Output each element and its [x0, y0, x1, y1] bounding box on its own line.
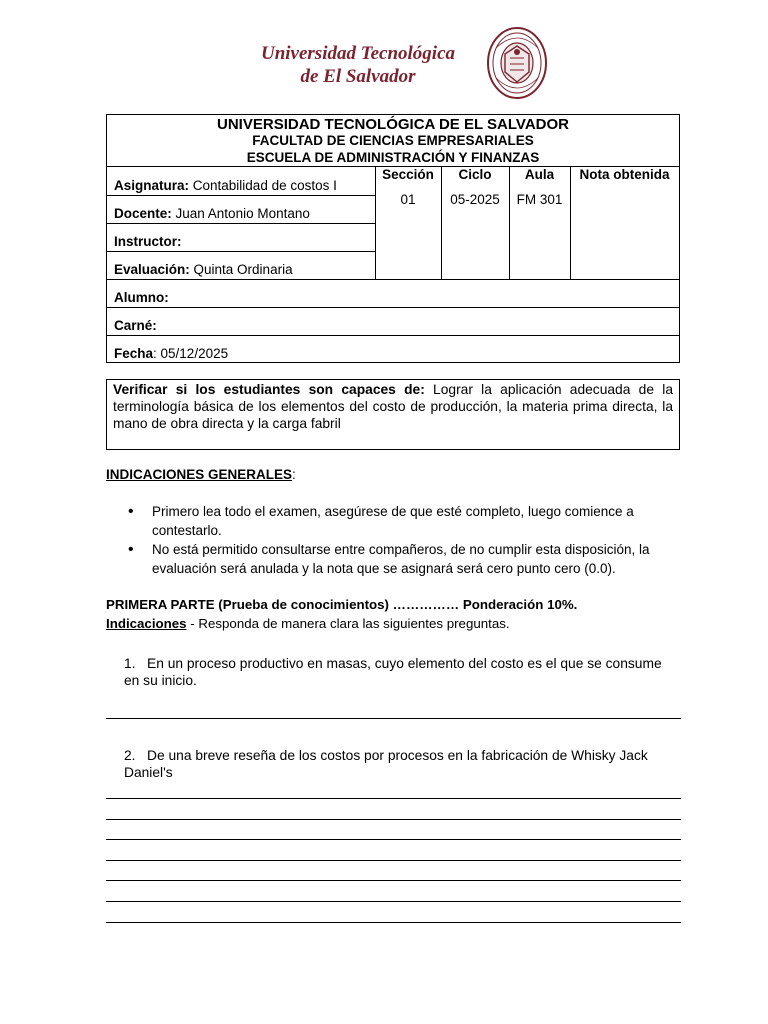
general-indications-list	[128, 502, 668, 578]
table-rule	[375, 166, 376, 279]
table-rule	[107, 279, 679, 280]
asignatura-field: Asignatura: Contabilidad de costos I	[114, 178, 337, 193]
alumno-field: Alumno:	[114, 290, 169, 305]
exam-info-table	[106, 114, 680, 363]
table-rule	[509, 166, 510, 279]
table-rule	[107, 307, 679, 308]
university-logo	[236, 42, 480, 88]
aula-header: Aula	[524, 167, 555, 182]
table-rule	[107, 335, 679, 336]
part-one-heading: PRIMERA PARTE (Prueba de conocimientos) …………… Ponderación 10%.	[106, 597, 578, 612]
table-rule	[107, 195, 375, 196]
university-title: UNIVERSIDAD TECNOLÓGICA DE EL SALVADOR	[217, 116, 569, 133]
general-indications-title: INDICACIONES GENERALES:	[106, 467, 296, 482]
part-one-indications: Indicaciones - Responda de manera clara las siguientes preguntas.	[106, 616, 510, 631]
question-2: 2. De una breve reseña de los costos por procesos en la fabricación de Whisky Jack Daniel's	[124, 748, 648, 780]
answer-line[interactable]	[106, 798, 681, 799]
school-title: ESCUELA DE ADMINISTRACIÓN Y FINANZAS	[246, 150, 540, 165]
list-item: • Primero lea todo el examen, asegúrese de que esté completo, luego comience a contestarlo.	[128, 502, 668, 540]
table-rule	[107, 223, 375, 224]
question-1: 1. En un proceso productivo en masas, cuyo elemento del costo es el que se consume en su inicio.	[124, 656, 662, 688]
list-item: • No está permitido consultarse entre compañeros, de no cumplir esta disposición, la evaluación será anulada y la nota que se asignará será cero punto cero (0.0).	[128, 540, 668, 578]
ciclo-header: Ciclo	[458, 167, 492, 182]
seccion-value: 01	[400, 192, 416, 207]
answer-line[interactable]	[106, 922, 681, 923]
carne-field: Carné:	[114, 318, 157, 333]
answer-line[interactable]	[106, 880, 681, 881]
answer-line[interactable]	[106, 860, 681, 861]
objective-lead: Verificar si los estudiantes son capaces de:	[113, 382, 425, 397]
nota-header: Nota obtenida	[579, 167, 670, 182]
table-rule	[441, 166, 442, 279]
aula-value: FM 301	[516, 192, 563, 207]
answer-line[interactable]	[106, 819, 681, 820]
evaluacion-field: Evaluación: Quinta Ordinaria	[114, 262, 293, 277]
university-seal-icon	[486, 26, 548, 100]
objective-box	[106, 379, 680, 450]
table-rule	[570, 166, 571, 279]
answer-line[interactable]	[106, 839, 681, 840]
answer-line[interactable]	[106, 718, 681, 719]
faculty-title: FACULTAD DE CIENCIAS EMPRESARIALES	[252, 133, 534, 148]
answer-line[interactable]	[106, 901, 681, 902]
docente-field: Docente: Juan Antonio Montano	[114, 206, 310, 221]
seccion-header: Sección	[382, 167, 434, 182]
instructor-field: Instructor:	[114, 234, 182, 249]
objective-text: Lograr la aplicación adecuada de la terminología básica de los elementos del costo de producción, la materia prima directa, la mano de obra directa y la carga fabril	[113, 382, 673, 431]
logo-line-2: de El Salvador	[300, 66, 416, 87]
table-rule	[107, 251, 375, 252]
fecha-field: Fecha: 05/12/2025	[114, 346, 229, 361]
logo-line-1: Universidad Tecnológica	[260, 43, 456, 64]
ciclo-value: 05-2025	[450, 192, 500, 207]
